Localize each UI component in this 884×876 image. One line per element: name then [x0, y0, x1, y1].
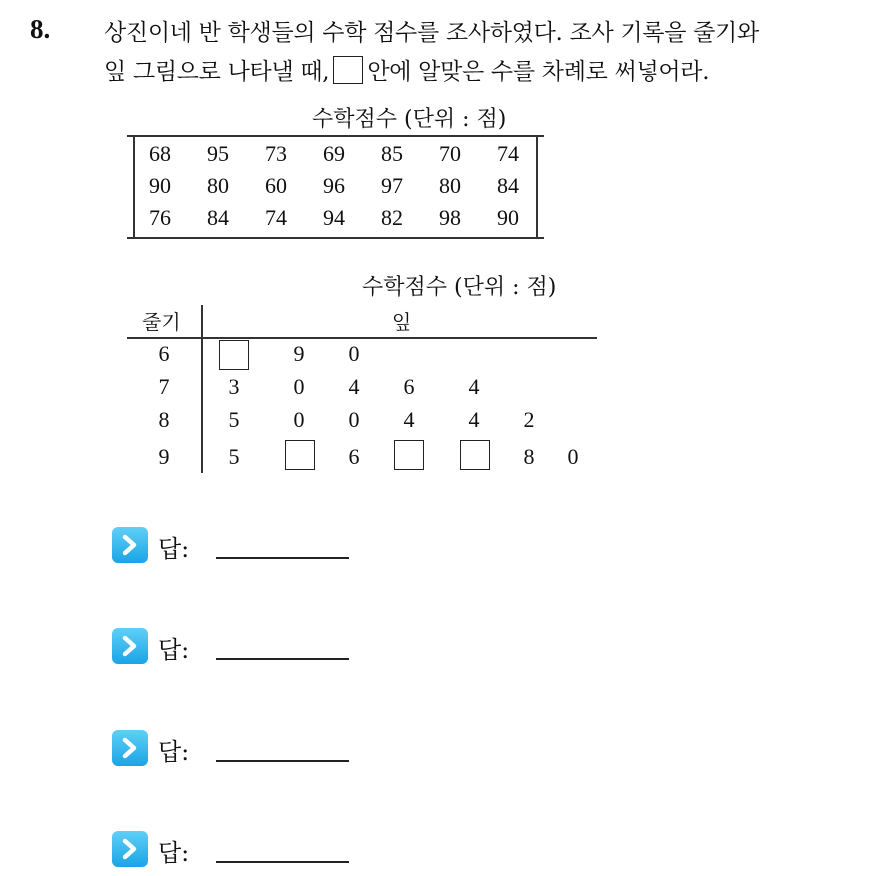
question-text-line2-start: 잎 그림으로 나타낼 때, — [104, 59, 330, 85]
table-cell: 60 — [265, 173, 287, 198]
stem-header: 줄기 — [142, 310, 181, 334]
leaf-value: 2 — [523, 407, 535, 432]
blank-box[interactable] — [394, 440, 424, 470]
answer-blank-line[interactable] — [216, 861, 349, 863]
leaf-value: 8 — [523, 444, 535, 469]
header-divider — [127, 337, 597, 339]
leaf-value: 4 — [348, 374, 360, 399]
question-text-line1: 상진이네 반 학생들의 수학 점수를 조사하였다. 조사 기록을 줄기와 — [104, 20, 759, 46]
table-cell: 70 — [439, 141, 461, 166]
leaf-value: 3 — [228, 374, 240, 399]
table-cell: 97 — [381, 173, 403, 198]
leaf-value: 9 — [293, 341, 305, 366]
stem-value: 7 — [158, 374, 170, 399]
leaf-value: 5 — [228, 407, 240, 432]
table-cell: 96 — [323, 173, 345, 198]
table-cell: 80 — [439, 173, 461, 198]
leaf-value: 0 — [293, 374, 305, 399]
answer-blank-line[interactable] — [216, 557, 349, 559]
table-cell: 84 — [497, 173, 519, 198]
table-cell: 76 — [149, 205, 171, 230]
table-cell: 90 — [497, 205, 519, 230]
table-cell: 73 — [265, 141, 287, 166]
blank-box[interactable] — [460, 440, 490, 470]
blank-box[interactable] — [219, 340, 249, 370]
stem-leaf-caption: 수학점수 (단위 : 점) — [362, 275, 557, 300]
leaf-header: 잎 — [392, 310, 412, 334]
leaf-value: 0 — [348, 341, 360, 366]
chevron-right-icon — [112, 527, 148, 563]
chevron-right-icon — [112, 730, 148, 766]
table-cell: 84 — [207, 205, 229, 230]
leaf-value: 4 — [468, 407, 480, 432]
chevron-right-icon — [112, 831, 148, 867]
stem-divider — [201, 305, 203, 473]
blank-box[interactable] — [285, 440, 315, 470]
table-cell: 82 — [381, 205, 403, 230]
table-cell: 68 — [149, 141, 171, 166]
table-cell: 74 — [265, 205, 287, 230]
raw-table-caption: 수학점수 (단위 : 점) — [312, 107, 507, 132]
table-cell: 74 — [497, 141, 519, 166]
table-cell: 94 — [323, 205, 345, 230]
question-number: 8. — [30, 14, 51, 44]
answer-blank-line[interactable] — [216, 760, 349, 762]
table-cell: 85 — [381, 141, 403, 166]
table-cell: 98 — [439, 205, 461, 230]
table-cell: 80 — [207, 173, 229, 198]
stem-value: 9 — [158, 444, 170, 469]
answer-label: 답: — [158, 839, 190, 867]
table-cell: 69 — [323, 141, 345, 166]
leaf-value: 4 — [468, 374, 480, 399]
leaf-value: 0 — [293, 407, 305, 432]
stem-value: 6 — [158, 341, 170, 366]
table-cell: 95 — [207, 141, 229, 166]
table-cell: 90 — [149, 173, 171, 198]
chevron-right-icon — [112, 628, 148, 664]
leaf-value: 6 — [348, 444, 360, 469]
answer-blank-line[interactable] — [216, 658, 349, 660]
leaf-value: 4 — [403, 407, 415, 432]
answer-label: 답: — [158, 535, 190, 563]
question-text-line2-end: 안에 알맞은 수를 차례로 써넣어라. — [367, 59, 710, 85]
stem-value: 8 — [158, 407, 170, 432]
answer-label: 답: — [158, 636, 190, 664]
leaf-value: 0 — [567, 444, 579, 469]
leaf-value: 5 — [228, 444, 240, 469]
answer-label: 답: — [158, 738, 190, 766]
leaf-value: 6 — [403, 374, 415, 399]
leaf-value: 0 — [348, 407, 360, 432]
